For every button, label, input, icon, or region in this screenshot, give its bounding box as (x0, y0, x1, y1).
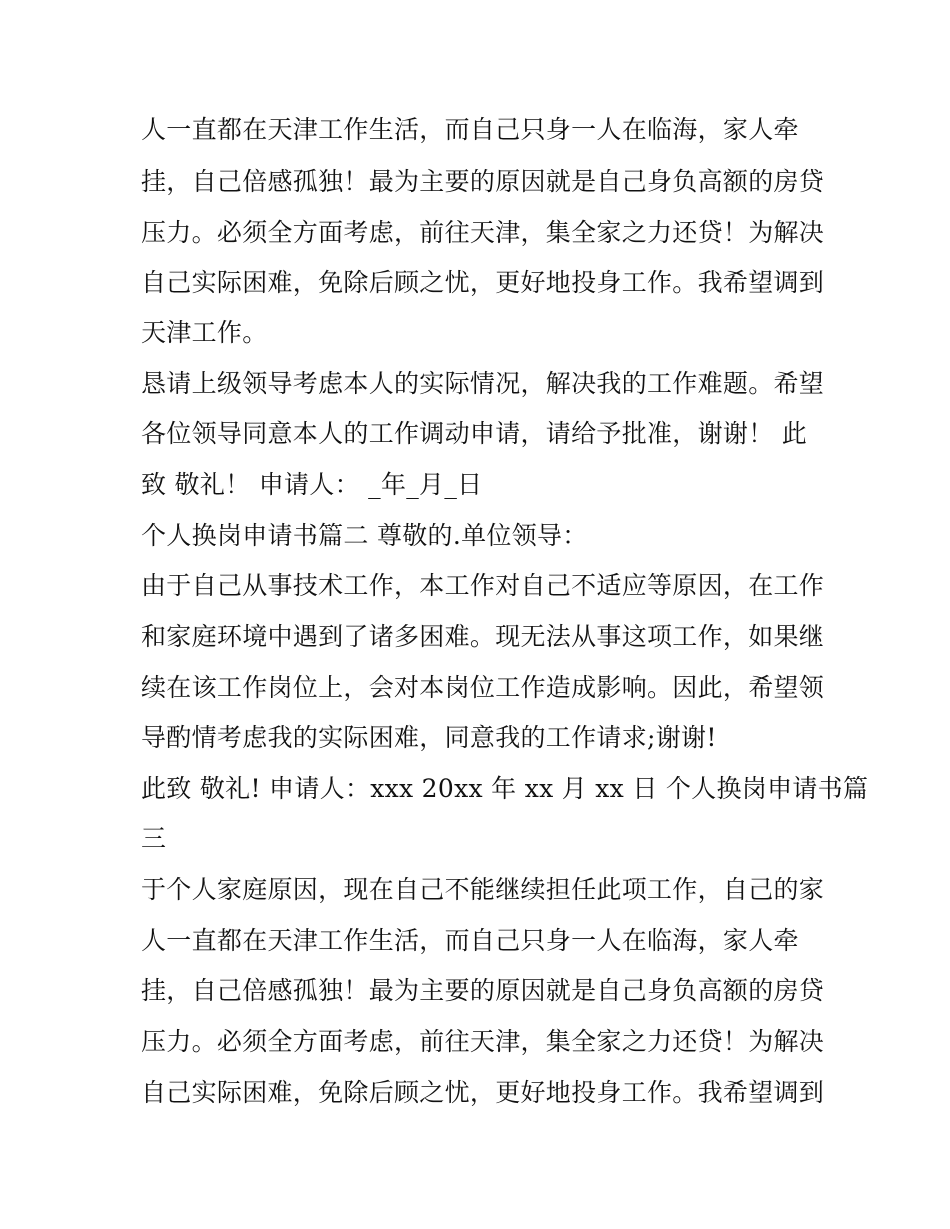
text-line-15: 三 (141, 824, 167, 853)
text-line-6: 恳请上级领导考虑本人的实际情况，解决我的工作难题。希望 (141, 369, 825, 398)
text-line-13: 导酌情考虑我的实际困难，同意我的工作请求;谢谢! (141, 723, 717, 752)
text-line-19: 压力。必须全方面考虑，前往天津，集全家之力还贷！为解决 (141, 1027, 825, 1056)
text-line-12: 续在该工作岗位上，会对本岗位工作造成影响。因此，希望领 (141, 673, 825, 702)
text-line-5: 天津工作。 (141, 318, 268, 347)
text-line-4: 自己实际困难，免除后顾之忧，更好地投身工作。我希望调到 (141, 268, 825, 297)
text-line-11: 和家庭环境中遇到了诸多困难。现无法从事这项工作，如果继 (141, 622, 825, 651)
text-line-18: 挂，自己倍感孤独！最为主要的原因就是自己身负高额的房贷 (141, 976, 825, 1005)
text-line-10: 由于自己从事技术工作，本工作对自己不适应等原因，在工作 (141, 571, 825, 600)
text-line-9: 个人换岗申请书篇二 尊敬的.单位领导： (141, 521, 588, 550)
text-line-7: 各位领导同意本人的工作调动申请，请给予批准，谢谢！ 此 (141, 419, 808, 448)
text-line-14: 此致 敬礼! 申请人：xxx 20xx 年 xx 月 xx 日 个人换岗申请书篇 (141, 774, 869, 803)
text-line-3: 压力。必须全方面考虑，前往天津，集全家之力还贷！为解决 (141, 218, 825, 247)
text-line-16: 于个人家庭原因，现在自己不能继续担任此项工作，自己的家 (141, 875, 825, 904)
text-line-8: 致 敬礼！ 申请人： _年_月_日 (141, 470, 483, 499)
text-line-1: 人一直都在天津工作生活，而自己只身一人在临海，家人牵 (141, 115, 799, 144)
text-line-20: 自己实际困难，免除后顾之忧，更好地投身工作。我希望调到 (141, 1078, 825, 1107)
text-line-2: 挂，自己倍感孤独！最为主要的原因就是自己身负高额的房贷 (141, 167, 825, 196)
text-line-17: 人一直都在天津工作生活，而自己只身一人在临海，家人牵 (141, 926, 799, 955)
